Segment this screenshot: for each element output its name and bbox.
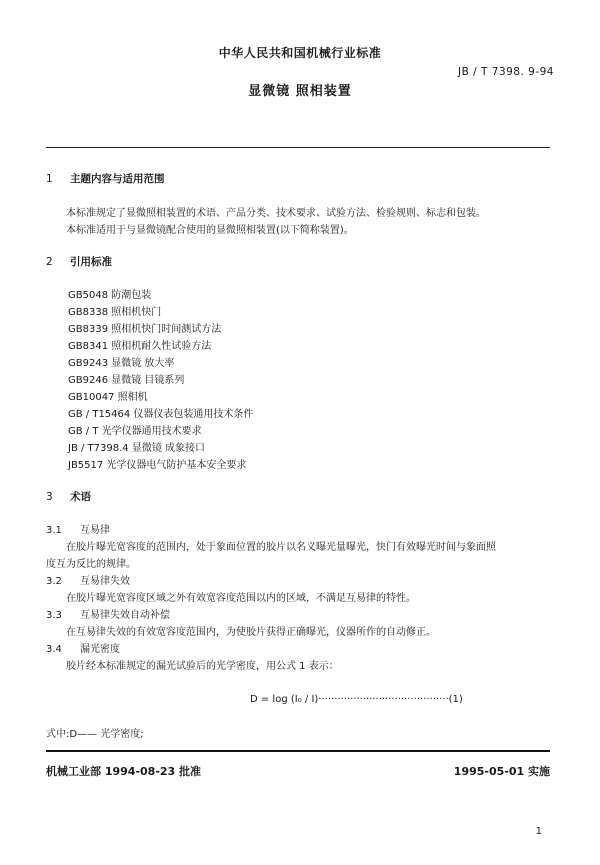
section-3-heading (46, 489, 91, 504)
reference-item: GB5048 防潮包装 (68, 290, 152, 301)
paragraph: 本标准适用于与显微镜配合使用的显微照相装置(以下简称装置)。 (66, 225, 354, 236)
term-heading-3-2 (46, 572, 130, 587)
formula-line (250, 694, 463, 705)
term-definition-continued: 度互为反比的规律。 (46, 559, 136, 570)
section-number: 1 (46, 173, 53, 185)
reference-item: JB / T7398.4 显微镜 成象接口 (68, 443, 205, 454)
approval-info: 机械工业部 1994-08-23 批准 (46, 765, 202, 778)
reference-item: GB8339 照相机快门时间测试方法 (68, 324, 222, 335)
term-name: 互易律 (80, 525, 110, 536)
term-number: 3.1 (46, 525, 62, 536)
reference-item: GB / T 光学仪器通用技术要求 (68, 426, 202, 437)
term-definition: 在互易律失效的有效宽容度范围内，为使胶片获得正确曝光，仪器所作的自动修正。 (66, 627, 436, 638)
term-number: 3.4 (46, 644, 62, 655)
term-name: 互易律失效 (80, 576, 130, 587)
section-number: 3 (46, 491, 53, 503)
reference-item: GB8341 照相机耐久性试验方法 (68, 341, 212, 352)
section-1-heading (46, 171, 165, 186)
section-number: 2 (46, 256, 53, 268)
formula-label: (1) (448, 694, 463, 705)
reference-item: GB / T15464 仪器仪表包装通用技术条件 (68, 409, 254, 420)
footer-divider (46, 750, 550, 752)
term-definition: 胶片经本标准规定的漏光试验后的光学密度，用公式 1 表示： (66, 661, 339, 672)
term-number: 3.3 (46, 610, 62, 621)
page-number: 1 (535, 826, 542, 837)
term-heading-3-4 (46, 640, 120, 655)
section-title: 术语 (70, 491, 91, 503)
document-title: 显微镜 照相装置 (248, 84, 352, 99)
reference-item: GB8338 照相机快门 (68, 307, 162, 318)
term-heading-3-1 (46, 521, 110, 536)
term-name: 互易律失效自动补偿 (80, 610, 170, 621)
issuing-organization: 中华人民共和国机械行业标准 (218, 46, 382, 60)
section-title: 引用标准 (70, 256, 112, 268)
term-definition: 在胶片曝光宽容度区域之外有效宽容度范围以内的区域，不满足互易律的特性。 (66, 593, 416, 604)
formula-note: 式中:D—— 光学密度; (46, 729, 144, 740)
section-title: 主题内容与适用范围 (70, 173, 165, 185)
term-heading-3-3 (46, 606, 170, 621)
section-2-heading (46, 254, 112, 269)
reference-item: GB9246 显微镜 目镜系列 (68, 375, 185, 386)
term-number: 3.2 (46, 576, 62, 587)
effective-date: 1995-05-01 实施 (453, 765, 550, 778)
term-definition: 在胶片曝光宽容度的范围内，处于象面位置的胶片以名义曝光量曝光，快门有效曝光时间与象面照 (66, 542, 496, 553)
reference-item: JB5517 光学仪器电气防护基本安全要求 (68, 460, 247, 471)
standard-code: JB / T 7398. 9-94 (458, 66, 554, 78)
formula-expression: D = log (I₀ / I) (250, 694, 319, 705)
reference-item: GB9243 显微镜 放大率 (68, 358, 175, 369)
paragraph: 本标准规定了显微照相装置的术语、产品分类、技术要求、试验方法、检验规则、标志和包装。 (66, 208, 486, 219)
term-name: 漏光密度 (80, 644, 120, 655)
reference-item: GB10047 照相机 (68, 392, 148, 403)
header-divider (46, 147, 550, 148)
formula-leader-dots: ········································· (318, 694, 449, 705)
